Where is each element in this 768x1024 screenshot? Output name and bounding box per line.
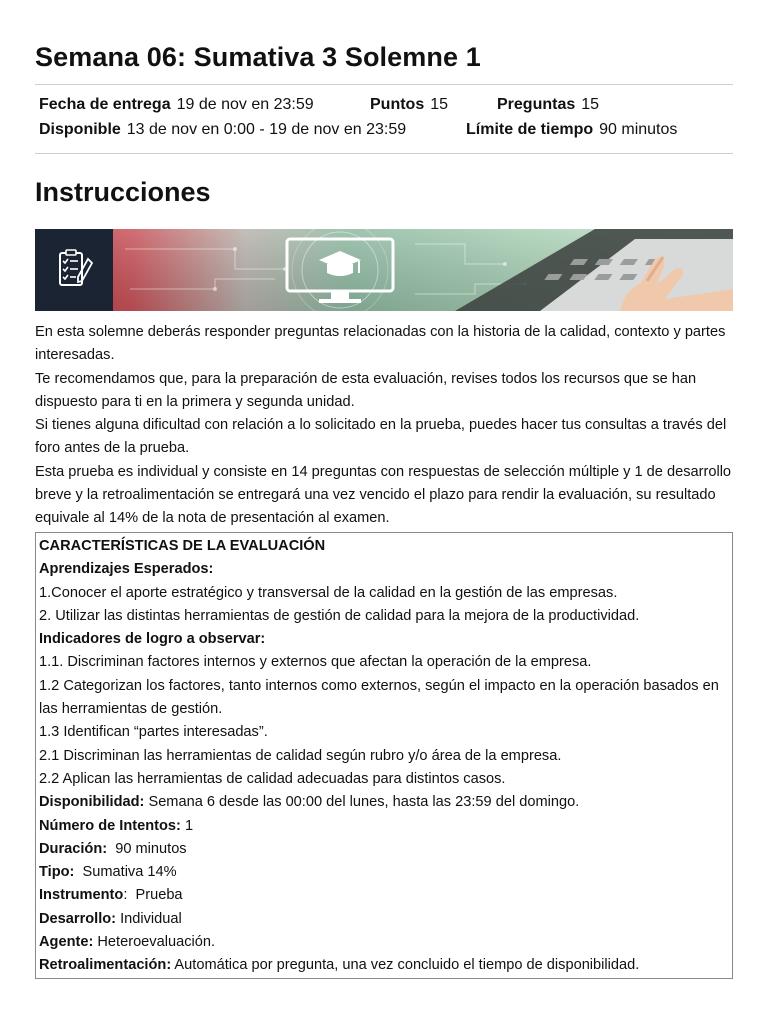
instructions-banner bbox=[35, 229, 733, 311]
indicators-heading bbox=[39, 628, 729, 651]
indicator-item: 1.1. Discriminan factores internos y externos que afectan la operación de la empresa. bbox=[39, 654, 592, 671]
development-value: Individual bbox=[116, 910, 182, 927]
instructions-heading: Instrucciones bbox=[35, 177, 211, 207]
indicator-item: 2.2 Aplican las herramientas de calidad adecuadas para distintos casos. bbox=[39, 770, 506, 787]
points-label: Puntos bbox=[370, 96, 425, 113]
page-title: Semana 06: Sumativa 3 Solemne 1 bbox=[35, 42, 481, 72]
indicator-item: 1.3 Identifican “partes interesadas”. bbox=[39, 724, 268, 741]
feedback-label: Retroalimentación: bbox=[39, 957, 172, 974]
time-limit-value: 90 minutos bbox=[599, 121, 678, 138]
instructions-paragraph: En esta solemne deberás responder preguntas relacionadas con la historia de la calidad, contexto y partes interesadas. bbox=[35, 324, 726, 364]
indicators-heading-text: Indicadores de logro a observar: bbox=[39, 631, 266, 648]
agent-row bbox=[39, 931, 729, 954]
characteristics-table bbox=[35, 532, 733, 979]
questions-label: Preguntas bbox=[497, 96, 576, 113]
attempts-label: Número de Intentos: bbox=[39, 817, 181, 834]
feedback-value: Automática por pregunta, una vez concluido el tiempo de disponibilidad. bbox=[171, 957, 640, 974]
learning-item: 1.Conocer el aporte estratégico y transversal de la calidad en la gestión de las empresas. bbox=[39, 584, 618, 601]
due-date bbox=[39, 95, 314, 115]
characteristics-content bbox=[39, 535, 729, 978]
instrument-label: Instrumento bbox=[39, 887, 124, 904]
exam-checklist-icon bbox=[35, 229, 113, 311]
instructions-text bbox=[35, 321, 733, 531]
questions-value: 15 bbox=[581, 96, 600, 113]
instructions-paragraph: Si tienes alguna dificultad con relación a lo solicitado en la prueba, puedes hacer tus consultas a través del foro antes de la prueba. bbox=[35, 417, 727, 457]
feedback-row bbox=[39, 954, 729, 977]
indicator-item: 1.2 Categorizan los factores, tanto internos como externos, según el impacto en la operación basados en las herramientas de gestión. bbox=[39, 677, 719, 718]
learning-heading bbox=[39, 558, 729, 581]
due-date-value: 19 de nov en 23:59 bbox=[176, 96, 314, 113]
questions bbox=[497, 95, 599, 115]
type-value: Sumativa 14% bbox=[74, 864, 177, 881]
attempts-value: 1 bbox=[180, 817, 194, 834]
duration-label: Duración: bbox=[39, 840, 108, 857]
attempts-row bbox=[39, 815, 729, 838]
agent-label: Agente: bbox=[39, 934, 94, 951]
characteristics-heading-text: CARACTERÍSTICAS DE LA EVALUACIÓN bbox=[39, 538, 326, 554]
banner-icon-box bbox=[35, 229, 113, 311]
divider bbox=[35, 153, 733, 154]
points bbox=[370, 95, 448, 115]
time-limit-label: Límite de tiempo bbox=[466, 121, 594, 138]
characteristics-heading bbox=[39, 535, 729, 558]
points-value: 15 bbox=[430, 96, 449, 113]
duration-value: 90 minutos bbox=[107, 840, 187, 857]
development-row bbox=[39, 908, 729, 931]
banner-image bbox=[35, 229, 733, 311]
instructions-paragraph: Esta prueba es individual y consiste en 14 preguntas con respuestas de selección múltiple y 1 de desarrollo breve y la retroalimentación se entregará una vez vencido el plazo para rendir la evaluación, su resultado equivale al 14% de la nota de presentación al examen. bbox=[35, 463, 732, 527]
time-limit bbox=[466, 120, 677, 140]
agent-value: Heteroevaluación. bbox=[93, 934, 216, 951]
availability-value: 13 de nov en 0:00 - 19 de nov en 23:59 bbox=[126, 121, 407, 138]
availability-label: Disponible bbox=[39, 121, 121, 138]
instrument-row bbox=[39, 884, 729, 907]
type-row bbox=[39, 861, 729, 884]
availability bbox=[39, 120, 406, 140]
divider bbox=[35, 84, 733, 85]
availability-row-value: Semana 6 desde las 00:00 del lunes, hasta las 23:59 del domingo. bbox=[144, 794, 580, 811]
indicator-item: 2.1 Discriminan las herramientas de calidad según rubro y/o área de la empresa. bbox=[39, 747, 562, 764]
duration-row bbox=[39, 838, 729, 861]
availability-row-label: Disponibilidad: bbox=[39, 794, 145, 811]
instructions-paragraph: Te recomendamos que, para la preparación de esta evaluación, revises todos los recursos que se han dispuesto para ti en la primera y segunda unidad. bbox=[35, 370, 697, 410]
due-date-label: Fecha de entrega bbox=[39, 96, 171, 113]
type-label: Tipo: bbox=[39, 864, 75, 881]
learning-heading-text: Aprendizajes Esperados: bbox=[39, 561, 214, 578]
development-label: Desarrollo: bbox=[39, 910, 117, 927]
availability-row bbox=[39, 791, 729, 814]
instrument-value: : Prueba bbox=[123, 887, 183, 904]
learning-item: 2. Utilizar las distintas herramientas de gestión de calidad para la mejora de la productividad. bbox=[39, 607, 640, 624]
